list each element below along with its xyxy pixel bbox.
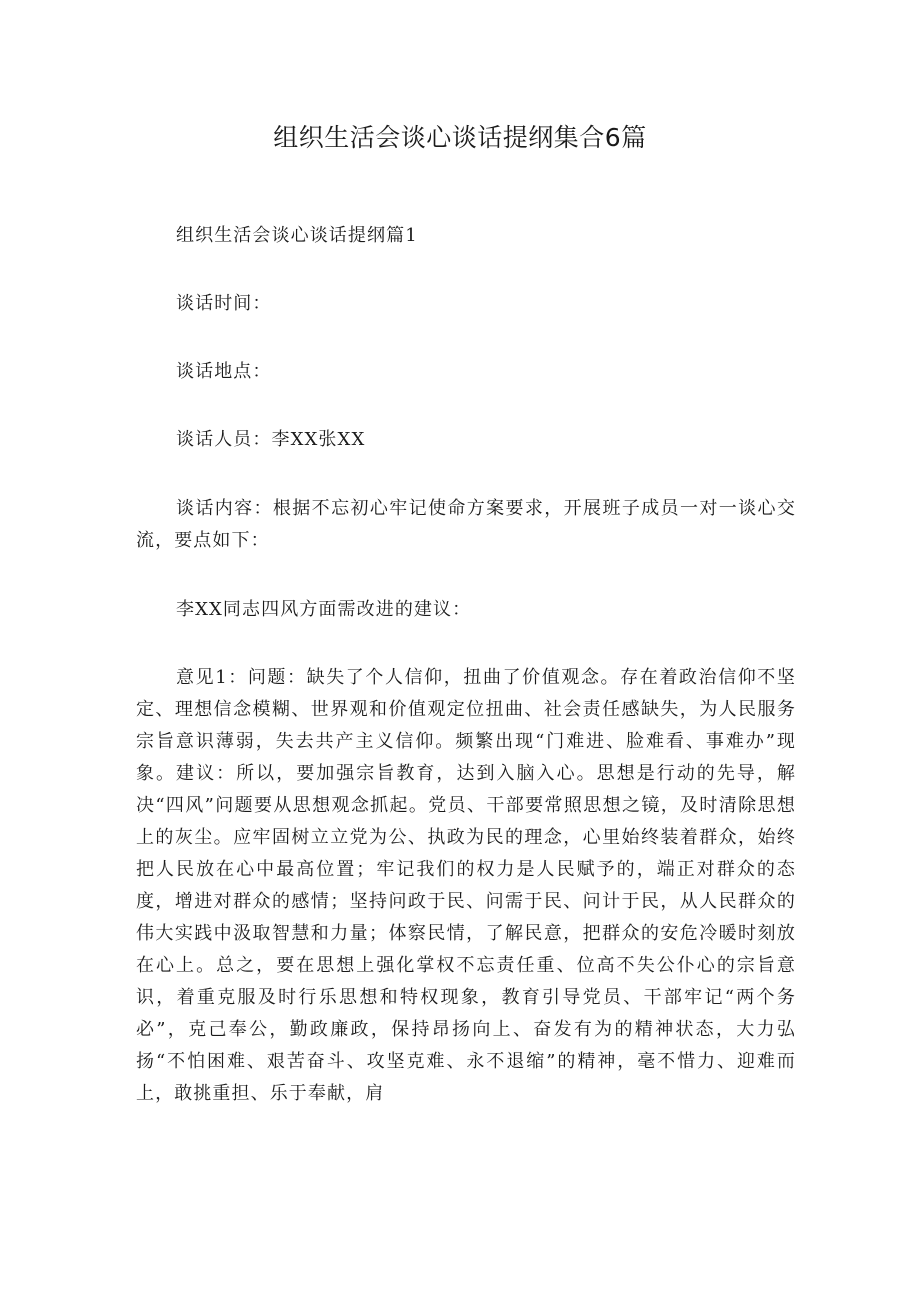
talk-time-label: 谈话时间： (176, 293, 272, 314)
document-title: 组织生活会谈心谈话提纲集合6篇 (273, 123, 647, 152)
suggestion-heading: 李XX同志四风方面需改进的建议： (176, 599, 472, 620)
opinion-paragraph: 意见1：问题：缺失了个人信仰，扭曲了价值观念。存在着政治信仰不坚定、理想信念模糊、世界观和价值观定位扭曲、社会责任感缺失，为人民服务宗旨意识薄弱，失去共产主义信仰。频繁出现“门难进、脸难看、事难办”现象。建议：所以，要加强宗旨教育，达到入脑入心。思想是行动的先导，解决“四风”问题要从思想观念抓起。党员、干部要常照思想之镜，及时清除思想上的灰尘。应牢固树立立党为公、执政为民的理念，心里始终装着群众，始终把人民放在心中最高位置；牢记我们的权力是人民赋予的，端正对群众的态度，增进对群众的感情；坚持问政于民、问需于民、问计于民，从人民群众的伟大实践中汲取智慧和力量；体察民情，了解民意，把群众的安危冷暖时刻放在心上。总之，要在思想上强化掌权不忘责任重、位高不失公仆心的宗旨意识，着重克服及时行乐思想和特权现象，教育引导党员、干部牢记“两个务必”，克己奉公，勤政廉政，保持昂扬向上、奋发有为的精神状态，大力弘扬“不怕困难、艰苦奋斗、攻坚克难、永不退缩”的精神，毫不惜力、迎难而上，敢挑重担、乐于奉献，肩 (136, 667, 796, 1104)
talk-people-line: 谈话人员：李XX张XX (176, 429, 366, 450)
talk-content-paragraph: 谈话内容：根据不忘初心牢记使命方案要求，开展班子成员一对一谈心交流，要点如下： (136, 498, 796, 551)
talk-place-label: 谈话地点： (176, 361, 272, 382)
document-body (136, 220, 796, 1110)
section-heading: 组织生活会谈心谈话提纲篇1 (176, 225, 418, 246)
